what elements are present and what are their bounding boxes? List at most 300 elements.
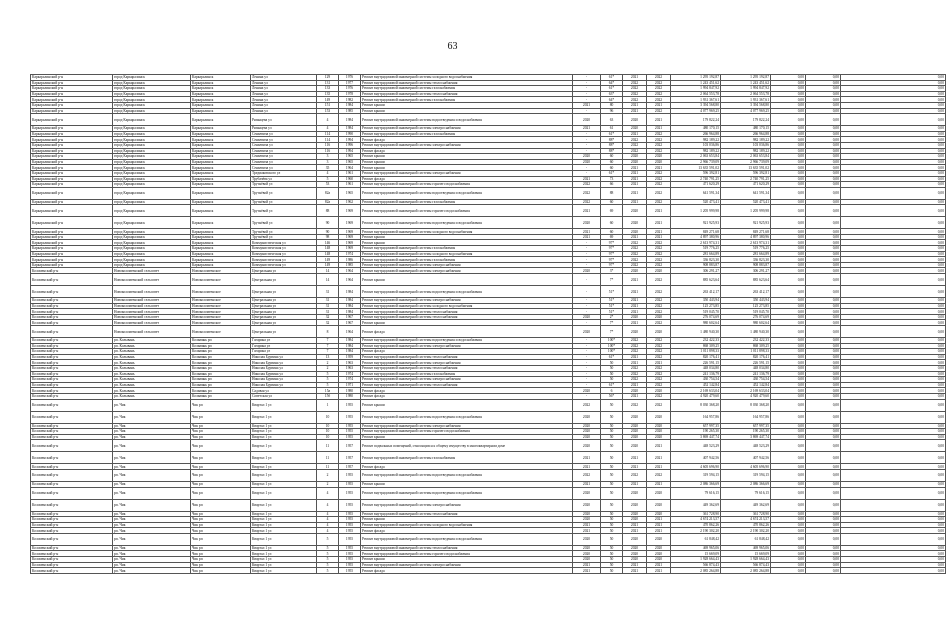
cell-year-built: 1955 xyxy=(339,434,361,440)
cell-cost-total: 641 591,34 xyxy=(671,187,721,199)
cell-cost-owners: 0,00 xyxy=(806,487,841,499)
cell-year-planned: 2020 xyxy=(623,423,647,429)
cell-year-deadline: 2022 xyxy=(647,303,671,309)
cell-cost-owners: 0,00 xyxy=(806,102,841,108)
cell-work-type: Ремонт крыши xyxy=(361,481,573,487)
cell-year-planned: 2020 xyxy=(623,114,647,126)
cell-work-type: Ремонт крыши xyxy=(361,165,573,171)
cell-year-last-repair: 2021 xyxy=(573,229,601,235)
cell-street: Тредиаковского ул xyxy=(251,170,317,176)
cell-house-number: 11 xyxy=(317,464,339,470)
cell-settlement: город Каркаралинск xyxy=(113,205,191,217)
cell-settlement: рп. Чик xyxy=(113,557,191,563)
cell-cost-other: 0,00 xyxy=(841,411,946,423)
cell-year-planned: 2022 xyxy=(623,257,647,263)
cell-house-number: 35 xyxy=(317,165,339,171)
cell-cost-other: 0,00 xyxy=(841,452,946,464)
cell-cost-other: 0,00 xyxy=(841,234,946,240)
cell-district: Коломенский р-н xyxy=(31,499,113,511)
cell-locality: Каркаралинск xyxy=(191,187,251,199)
cell-wear-percent: 6 xyxy=(601,388,623,394)
cell-district: Коломенский р-н xyxy=(31,528,113,534)
cell-cost-owners: 0,00 xyxy=(806,80,841,86)
cell-cost-fund: 79 616,15 xyxy=(721,487,771,499)
cell-house-number: 8 xyxy=(317,326,339,338)
cell-wear-percent: 60 xyxy=(601,229,623,235)
cell-cost-other: 0,00 xyxy=(841,240,946,246)
cell-year-planned: 2022 xyxy=(623,469,647,481)
cell-year-planned: 2020 xyxy=(623,557,647,563)
cell-year-planned: 2021 xyxy=(623,165,647,171)
cell-cost-other: 0,00 xyxy=(841,423,946,429)
cell-year-built: 1955 xyxy=(339,511,361,517)
cell-house-number: 2 xyxy=(317,365,339,371)
cell-wear-percent: 50 xyxy=(601,411,623,423)
cell-year-planned: 2020 xyxy=(623,229,647,235)
cell-year-built: 1980 xyxy=(339,393,361,399)
cell-street: Квартал 1 ул xyxy=(251,568,317,574)
cell-street: Трубачёва ул xyxy=(251,176,317,182)
cell-year-deadline: 2020 xyxy=(647,411,671,423)
cell-settlement: город Каркаралинск xyxy=(113,176,191,182)
cell-cost-fund: 470 862,26 xyxy=(721,522,771,528)
cell-wear-percent: 50 xyxy=(601,434,623,440)
cell-year-planned: 2022 xyxy=(623,80,647,86)
cell-work-type: Ремонт внутридомовой инженерной системы холодного водоснабжения xyxy=(361,75,573,81)
cell-wear-percent: 50 xyxy=(601,557,623,563)
cell-cost-owners: 0,00 xyxy=(806,388,841,394)
cell-cost-total: 263 412,17 xyxy=(671,286,721,298)
cell-locality: Колывань рп xyxy=(191,354,251,360)
cell-cost-fund: 407 942,56 xyxy=(721,452,771,464)
cell-cost-owners: 0,00 xyxy=(806,377,841,383)
cell-house-number: 153 xyxy=(317,108,339,114)
cell-cost-total: 103 036,86 xyxy=(671,142,721,148)
cell-year-deadline: 2020 xyxy=(647,159,671,165)
cell-cost-owners: 0,00 xyxy=(806,234,841,240)
cell-cost-other: 0,00 xyxy=(841,187,946,199)
cell-cost-owners: 0,00 xyxy=(806,298,841,304)
cell-year-built: 1967 xyxy=(339,314,361,320)
cell-cost-fund: 4 605 696,90 xyxy=(721,464,771,470)
cell-year-deadline: 2022 xyxy=(647,80,671,86)
cell-work-type: Ремонт внутридомовой инженерной системы теплоснабжения xyxy=(361,314,573,320)
cell-year-last-repair: - xyxy=(573,393,601,399)
cell-year-planned: 2022 xyxy=(623,246,647,252)
cell-locality: Новоколомеенское xyxy=(191,326,251,338)
cell-cost-budget: 0,00 xyxy=(771,91,806,97)
cell-district: Каркаралинский р-н xyxy=(31,131,113,137)
cell-locality: Каркаралинск xyxy=(191,246,251,252)
cell-settlement: рп. Чик xyxy=(113,487,191,499)
cell-year-planned: 2020 xyxy=(623,517,647,523)
cell-cost-owners: 0,00 xyxy=(806,86,841,92)
cell-cost-budget: 0,00 xyxy=(771,234,806,240)
cell-year-last-repair: 2020 xyxy=(573,487,601,499)
cell-cost-fund: 336 823,30 xyxy=(721,257,771,263)
cell-wear-percent: 97* xyxy=(601,240,623,246)
cell-cost-total: 430 754,54 xyxy=(671,377,721,383)
cell-cost-budget: 0,00 xyxy=(771,199,806,205)
cell-street: Ленина ул xyxy=(251,91,317,97)
cell-locality: Каркаралинск xyxy=(191,108,251,114)
cell-cost-budget: 0,00 xyxy=(771,240,806,246)
cell-cost-total: 2 190 302,20 xyxy=(671,528,721,534)
cell-year-built: 1955 xyxy=(339,568,361,574)
cell-house-number: 10 xyxy=(317,411,339,423)
cell-house-number: 5 xyxy=(317,533,339,545)
cell-year-deadline: 2022 xyxy=(647,354,671,360)
cell-wear-percent: 100* xyxy=(601,349,623,355)
cell-settlement: рп. Чик xyxy=(113,545,191,551)
cell-year-last-repair: 2020 xyxy=(573,434,601,440)
cell-settlement: город Каркаралинск xyxy=(113,102,191,108)
cell-settlement: рп. Чик xyxy=(113,399,191,411)
cell-year-last-repair: 2020 xyxy=(573,268,601,274)
cell-work-type: Ремонт внутридомовой инженерной системы водоотведения и водоснабжения xyxy=(361,338,573,344)
cell-work-type: Ремонт фасада xyxy=(361,349,573,355)
cell-street: Советская ул xyxy=(251,393,317,399)
cell-house-number: 15б xyxy=(317,393,339,399)
cell-house-number: 4 xyxy=(317,528,339,534)
cell-year-built: 1982 xyxy=(339,97,361,103)
cell-cost-total: 241 136,79 xyxy=(671,371,721,377)
cell-cost-other: 0,00 xyxy=(841,131,946,137)
cell-year-planned: 2021 xyxy=(623,298,647,304)
cell-cost-budget: 0,00 xyxy=(771,262,806,268)
cell-wear-percent: 97* xyxy=(601,257,623,263)
cell-street: Ленина ул xyxy=(251,97,317,103)
cell-street: Центральная ул xyxy=(251,286,317,298)
cell-year-last-repair: - xyxy=(573,377,601,383)
cell-street: Рязанцева ул xyxy=(251,126,317,132)
cell-cost-other: 0,00 xyxy=(841,365,946,371)
cell-cost-budget: 0,00 xyxy=(771,303,806,309)
cell-cost-owners: 0,00 xyxy=(806,469,841,481)
cell-year-built: 1974 xyxy=(339,371,361,377)
cell-cost-other: 0,00 xyxy=(841,517,946,523)
cell-cost-other: 0,00 xyxy=(841,551,946,557)
cell-settlement: рп. Колывань xyxy=(113,388,191,394)
cell-year-planned: 2021 xyxy=(623,528,647,534)
cell-cost-owners: 0,00 xyxy=(806,349,841,355)
cell-cost-other: 0,00 xyxy=(841,286,946,298)
cell-year-built: 1955 xyxy=(339,522,361,528)
table-row xyxy=(31,399,946,411)
cell-district: Коломенский р-н xyxy=(31,522,113,528)
cell-cost-total: 885 623,64 xyxy=(671,274,721,286)
cell-year-deadline: 2022 xyxy=(647,286,671,298)
cell-cost-fund: 350 443,94 xyxy=(721,298,771,304)
cell-year-last-repair: - xyxy=(573,320,601,326)
cell-year-planned: 2021 xyxy=(623,182,647,188)
cell-work-type: Ремонт фасада xyxy=(361,464,573,470)
cell-cost-budget: 0,00 xyxy=(771,320,806,326)
cell-year-deadline: 2020 xyxy=(647,154,671,160)
table-row xyxy=(31,187,946,199)
cell-work-type: Ремонт внутридомовой инженерной системы газоснабжения xyxy=(361,257,573,263)
cell-locality: Колывань рп xyxy=(191,382,251,388)
cell-cost-fund: 452 142,84 xyxy=(721,382,771,388)
cell-cost-owners: 0,00 xyxy=(806,126,841,132)
cell-year-planned: 2022 xyxy=(623,371,647,377)
cell-district: Каркаралинский р-н xyxy=(31,80,113,86)
cell-cost-total: 448 034,80 xyxy=(671,365,721,371)
cell-house-number: 135 xyxy=(317,91,339,97)
cell-year-built: 1984 xyxy=(339,114,361,126)
cell-work-type: Ремонт внутридомовой инженерной системы теплоснабжения xyxy=(361,545,573,551)
cell-work-type: Ремонт крыши xyxy=(361,557,573,563)
cell-street: Трутнёвой ул xyxy=(251,205,317,217)
cell-cost-budget: 0,00 xyxy=(771,142,806,148)
cell-year-built: 1967 xyxy=(339,320,361,326)
cell-cost-owners: 0,00 xyxy=(806,557,841,563)
cell-cost-owners: 0,00 xyxy=(806,257,841,263)
cell-house-number: 10 xyxy=(317,434,339,440)
cell-work-type: Ремонт внутридомовой инженерной системы электроснабжения xyxy=(361,170,573,176)
cell-street: Квартал 1 ул xyxy=(251,452,317,464)
cell-house-number: 4 xyxy=(317,522,339,528)
cell-cost-budget: 0,00 xyxy=(771,464,806,470)
cell-wear-percent: 51* xyxy=(601,286,623,298)
cell-house-number: 151 xyxy=(317,102,339,108)
cell-cost-owners: 0,00 xyxy=(806,75,841,81)
cell-cost-owners: 0,00 xyxy=(806,562,841,568)
cell-year-last-repair: - xyxy=(573,97,601,103)
cell-settlement: рп. Чик xyxy=(113,464,191,470)
cell-street: Квартал 1 ул xyxy=(251,499,317,511)
cell-work-type: Ремонт фасада xyxy=(361,528,573,534)
cell-wear-percent: 61* xyxy=(601,354,623,360)
cell-year-built: 1986 xyxy=(339,257,361,263)
cell-locality: Каркаралинск xyxy=(191,176,251,182)
cell-district: Коломенский р-н xyxy=(31,371,113,377)
cell-cost-other: 0,00 xyxy=(841,434,946,440)
cell-cost-budget: 0,00 xyxy=(771,452,806,464)
cell-year-planned: 2020 xyxy=(623,154,647,160)
cell-cost-other: 0,00 xyxy=(841,80,946,86)
cell-year-deadline: 2021 xyxy=(647,126,671,132)
cell-cost-other: 0,00 xyxy=(841,257,946,263)
cell-locality: Каркаралинск xyxy=(191,154,251,160)
cell-locality: Колывань рп xyxy=(191,388,251,394)
cell-cost-budget: 0,00 xyxy=(771,388,806,394)
cell-year-last-repair: 2020 xyxy=(573,326,601,338)
cell-wear-percent: 50 xyxy=(601,429,623,435)
cell-cost-total: 190 265,30 xyxy=(671,429,721,435)
cell-wear-percent: 97* xyxy=(601,246,623,252)
cell-year-deadline: 2022 xyxy=(647,142,671,148)
cell-house-number: 5 xyxy=(317,377,339,383)
cell-year-built: 1964 xyxy=(339,326,361,338)
cell-house-number: 4 xyxy=(317,170,339,176)
cell-year-built: 1969 xyxy=(339,229,361,235)
cell-work-type: Ремонт внутридомовой инженерной системы электроснабжения xyxy=(361,343,573,349)
cell-cost-budget: 0,00 xyxy=(771,349,806,355)
cell-cost-budget: 0,00 xyxy=(771,165,806,171)
cell-cost-budget: 0,00 xyxy=(771,429,806,435)
cell-year-deadline: 2022 xyxy=(647,86,671,92)
cell-house-number: 31 xyxy=(317,286,339,298)
cell-house-number: 116 xyxy=(317,142,339,148)
cell-cost-fund: 190 265,30 xyxy=(721,429,771,435)
cell-cost-total: 2 085 264,88 xyxy=(671,568,721,574)
cell-street: Коммунистическая ул xyxy=(251,246,317,252)
cell-cost-owners: 0,00 xyxy=(806,148,841,154)
cell-cost-other: 0,00 xyxy=(841,440,946,452)
cell-street: Гагарина ул xyxy=(251,338,317,344)
cell-cost-owners: 0,00 xyxy=(806,176,841,182)
cell-locality: Каркаралинск xyxy=(191,170,251,176)
cell-locality: Чик рп xyxy=(191,522,251,528)
cell-cost-owners: 0,00 xyxy=(806,528,841,534)
cell-year-deadline: 2022 xyxy=(647,338,671,344)
cell-cost-total: 3 869 447,74 xyxy=(671,434,721,440)
cell-house-number: 32 xyxy=(317,320,339,326)
cell-settlement: Новоколомеенский сельсовет xyxy=(113,326,191,338)
cell-cost-other: 0,00 xyxy=(841,528,946,534)
cell-district: Коломенский р-н xyxy=(31,338,113,344)
cell-year-built: 1955 xyxy=(339,499,361,511)
cell-cost-fund: 232 422,33 xyxy=(721,338,771,344)
cell-street: Сенкевича ул xyxy=(251,148,317,154)
cell-street: Николая Бурвина ул xyxy=(251,371,317,377)
cell-cost-fund: 263 412,17 xyxy=(721,286,771,298)
cell-settlement: город Каркаралинск xyxy=(113,165,191,171)
cell-cost-owners: 0,00 xyxy=(806,382,841,388)
cell-cost-fund: 820 176,41 xyxy=(721,354,771,360)
cell-cost-budget: 0,00 xyxy=(771,511,806,517)
cell-cost-total: 519 045,70 xyxy=(671,309,721,315)
cell-work-type: Ремонт внутридомовой инженерной системы электроснабжения xyxy=(361,262,573,268)
cell-wear-percent: 2* xyxy=(601,314,623,320)
cell-district: Каркаралинский р-н xyxy=(31,170,113,176)
cell-year-built: 1974 xyxy=(339,251,361,257)
cell-cost-owners: 0,00 xyxy=(806,314,841,320)
cell-work-type: Ремонт внутридомовой инженерной системы горячего водоснабжения xyxy=(361,551,573,557)
cell-house-number: 2 xyxy=(317,360,339,366)
cell-cost-total: 1 931 367,61 xyxy=(671,97,721,103)
cell-year-deadline: 2021 xyxy=(647,217,671,229)
cell-work-type: Ремонт внутридомовой инженерной системы холодного водоснабжения xyxy=(361,522,573,528)
cell-cost-owners: 0,00 xyxy=(806,371,841,377)
cell-locality: Новоколомеенское xyxy=(191,314,251,320)
cell-cost-other: 0,00 xyxy=(841,314,946,320)
cell-district: Коломенский р-н xyxy=(31,388,113,394)
cell-year-last-repair: 2021 xyxy=(573,522,601,528)
cell-year-planned: 2020 xyxy=(623,440,647,452)
cell-work-type: Ремонт крыши xyxy=(361,399,573,411)
cell-cost-owners: 0,00 xyxy=(806,199,841,205)
cell-cost-owners: 0,00 xyxy=(806,354,841,360)
cell-street: Квартал 1 ул xyxy=(251,423,317,429)
cell-cost-total: 519 776,25 xyxy=(671,246,721,252)
cell-cost-budget: 0,00 xyxy=(771,154,806,160)
cell-year-built: 1955 xyxy=(339,557,361,563)
cell-settlement: город Каркаралинск xyxy=(113,199,191,205)
cell-cost-total: 13 635 591,02 xyxy=(671,165,721,171)
cell-settlement: Новоколомеенский сельсовет xyxy=(113,314,191,320)
cell-street: Трутнёвой ул xyxy=(251,229,317,235)
cell-district: Каркаралинский р-н xyxy=(31,165,113,171)
cell-cost-budget: 0,00 xyxy=(771,97,806,103)
cell-locality: Колывань рп xyxy=(191,371,251,377)
cell-cost-owners: 0,00 xyxy=(806,440,841,452)
cell-cost-owners: 0,00 xyxy=(806,343,841,349)
cell-year-planned: 2022 xyxy=(623,91,647,97)
cell-district: Каркаралинский р-н xyxy=(31,137,113,143)
cell-cost-other: 0,00 xyxy=(841,170,946,176)
cell-locality: Новоколомеенское xyxy=(191,286,251,298)
cell-cost-other: 0,00 xyxy=(841,154,946,160)
cell-work-type: Ремонт внутридомовой инженерной системы газоснабжения xyxy=(361,131,573,137)
cell-work-type: Ремонт фасада xyxy=(361,148,573,154)
cell-cost-other: 0,00 xyxy=(841,343,946,349)
cell-year-last-repair: - xyxy=(573,91,601,97)
cell-year-built: 1964 xyxy=(339,268,361,274)
cell-house-number: 3 xyxy=(317,159,339,165)
cell-year-last-repair: 2020 xyxy=(573,217,601,229)
cell-street: Коммунистическая ул xyxy=(251,240,317,246)
cell-year-last-repair: 2020 xyxy=(573,545,601,551)
cell-locality: Каркаралинск xyxy=(191,165,251,171)
cell-cost-fund: 921 925,93 xyxy=(721,217,771,229)
cell-cost-budget: 0,00 xyxy=(771,528,806,534)
cell-cost-fund: 103 036,86 xyxy=(721,142,771,148)
cell-year-last-repair: - xyxy=(573,382,601,388)
cell-work-type: Ремонт внутридомовой инженерной системы теплоснабжения xyxy=(361,382,573,388)
cell-cost-budget: 0,00 xyxy=(771,522,806,528)
cell-cost-total: 4 077 969,25 xyxy=(671,108,721,114)
cell-settlement: Новоколомеенский сельсовет xyxy=(113,298,191,304)
cell-year-deadline: 2022 xyxy=(647,393,671,399)
cell-street: Гагарина ул xyxy=(251,349,317,355)
cell-cost-budget: 0,00 xyxy=(771,268,806,274)
cell-cost-fund: 3 869 447,74 xyxy=(721,434,771,440)
cell-cost-budget: 0,00 xyxy=(771,298,806,304)
cell-year-deadline: 2022 xyxy=(647,377,671,383)
cell-year-deadline: 2021 xyxy=(647,452,671,464)
cell-wear-percent: 50 xyxy=(601,481,623,487)
cell-year-built: 1955 xyxy=(339,517,361,523)
cell-year-last-repair: - xyxy=(573,298,601,304)
cell-year-built: 1984 xyxy=(339,338,361,344)
cell-year-last-repair: 2021 xyxy=(573,102,601,108)
cell-year-deadline: 2021 xyxy=(647,360,671,366)
cell-house-number: 82а xyxy=(317,199,339,205)
cell-cost-total: 2 169 633,04 xyxy=(671,388,721,394)
cell-cost-fund: 179 822,24 xyxy=(721,114,771,126)
cell-street: Квартал 1 ул xyxy=(251,429,317,435)
cell-house-number: 149 xyxy=(317,262,339,268)
cell-locality: Колывань рп xyxy=(191,393,251,399)
cell-year-planned: 2021 xyxy=(623,354,647,360)
cell-cost-other: 0,00 xyxy=(841,142,946,148)
cell-year-planned: 2020 xyxy=(623,429,647,435)
cell-locality: Каркаралинск xyxy=(191,262,251,268)
cell-wear-percent: 50 xyxy=(601,399,623,411)
cell-wear-percent: 63 xyxy=(601,114,623,126)
cell-year-planned: 2022 xyxy=(623,349,647,355)
cell-year-built: 1964 xyxy=(339,165,361,171)
cell-street: Квартал 1 ул xyxy=(251,517,317,523)
cell-district: Коломенский р-н xyxy=(31,274,113,286)
cell-cost-total: 3 394 568,80 xyxy=(671,102,721,108)
cell-cost-budget: 0,00 xyxy=(771,309,806,315)
cell-district: Коломенский р-н xyxy=(31,298,113,304)
cell-cost-total: 281 664,89 xyxy=(671,251,721,257)
cell-year-built: 1965 xyxy=(339,187,361,199)
